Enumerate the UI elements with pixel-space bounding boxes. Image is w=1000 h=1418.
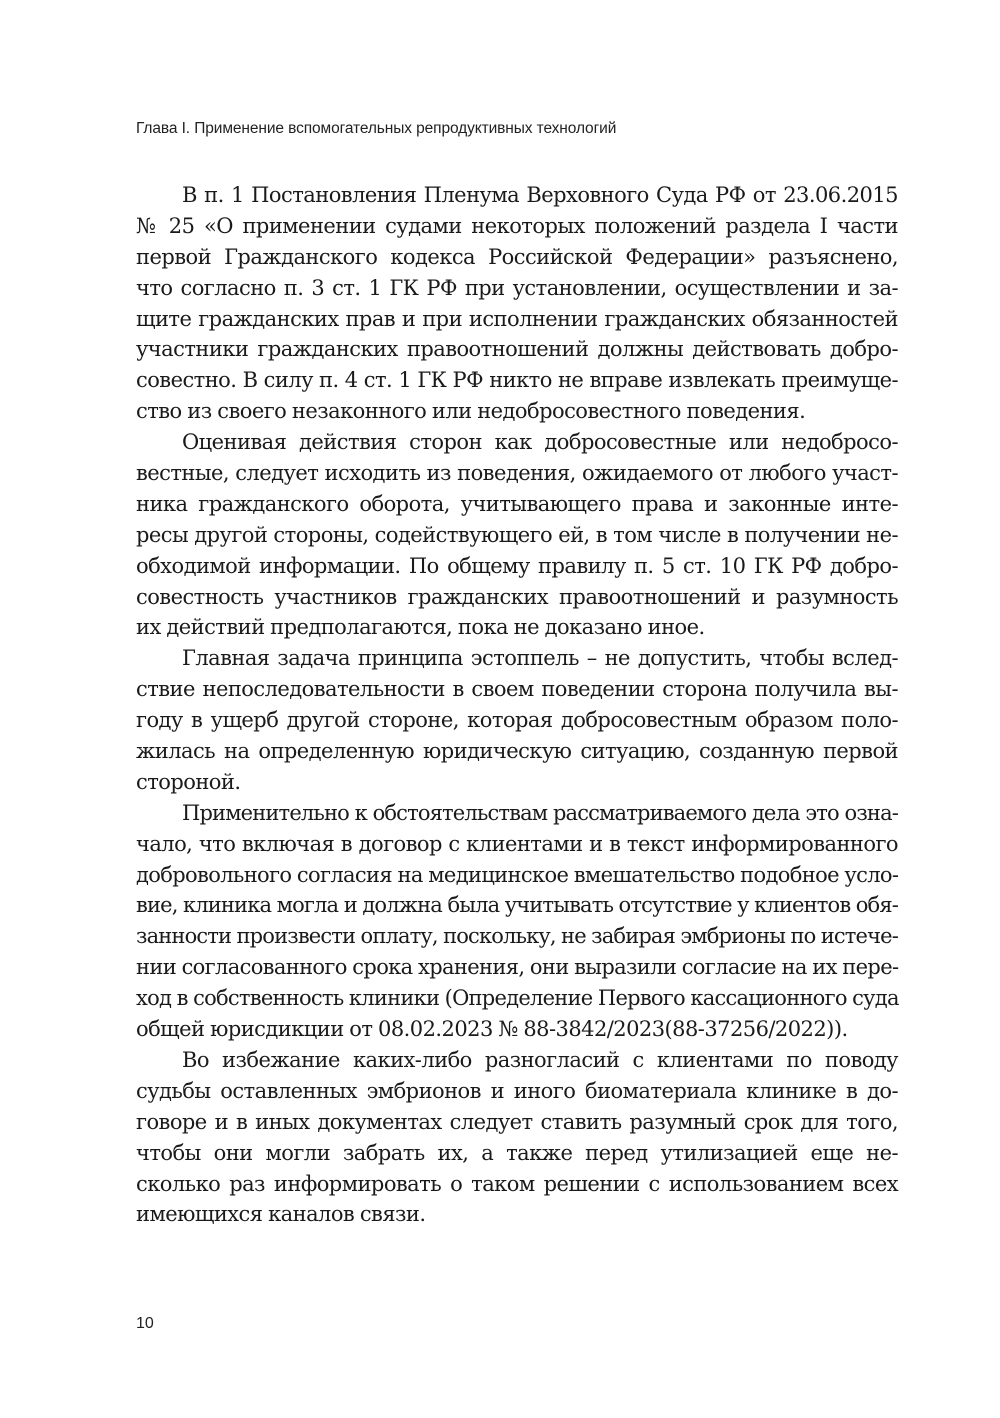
text-line: ход в собственность клиники (Определение Первого кассационного суда <box>136 986 899 1011</box>
text-line: году в ущерб другой стороне, которая добросовестным образом поло- <box>136 708 898 733</box>
text-line: сколько раз информировать о таком решении с использованием всех <box>136 1171 898 1196</box>
text-line: общей юрисдикции от 08.02.2023 № 88-3842/2023(88-37256/2022)). <box>136 1017 848 1042</box>
text-line: В п. 1 Постановления Пленума Верховного Суда РФ от 23.06.2015 <box>182 183 898 207</box>
text-line: ство из своего незаконного или недобросовестного поведения. <box>136 399 806 424</box>
text-line: Во избежание каких-либо разногласий с клиентами по поводу <box>182 1047 898 1072</box>
text-line: Главная задача принципа эстоппель – не допустить, чтобы вслед- <box>182 646 898 671</box>
text-line: первой Гражданского кодекса Российской Федерации» разъяснено, <box>136 244 898 269</box>
text-line: что согласно п. 3 ст. 1 ГК РФ при установлении, осуществлении и за- <box>136 275 898 300</box>
text-line: жилась на определенную юридическую ситуацию, созданную первой <box>136 739 898 764</box>
text-line: нии согласованного срока хранения, они выразили согласие на их пере- <box>136 955 899 980</box>
text-line: ресы другой стороны, содействующего ей, в том числе в получении не- <box>136 522 898 547</box>
text-line: их действий предполагаются, пока не доказано иное. <box>136 615 705 640</box>
paragraph-2 <box>136 427 898 643</box>
text-line: имеющихся каналов связи. <box>136 1202 426 1227</box>
text-line: занности произвести оплату, поскольку, не забирая эмбрионы по истече- <box>136 924 898 949</box>
text-line: совестно. В силу п. 4 ст. 1 ГК РФ никто не вправе извлекать преимуще- <box>136 368 898 393</box>
paragraph-1 <box>136 180 898 427</box>
text-line: судьбы оставленных эмбрионов и иного биоматериала клинике в до- <box>136 1078 898 1103</box>
text-line: стороной. <box>136 769 241 794</box>
text-line: Применительно к обстоятельствам рассматриваемого дела это озна- <box>182 800 898 825</box>
text-line: № 25 «О применении судами некоторых положений раздела I части <box>136 213 898 238</box>
text-line: участники гражданских правоотношений должны действовать добро- <box>136 337 898 362</box>
text-line: чтобы они могли забрать их, а также перед утилизацией еще не- <box>136 1140 898 1165</box>
paragraph-5 <box>136 1045 898 1230</box>
text-line: ствие непоследовательности в своем поведении сторона получила вы- <box>136 677 898 702</box>
running-head: Глава I. Применение вспомогательных репродуктивных технологий <box>136 120 617 137</box>
text-line: добровольного согласия на медицинское вмешательство подобное усло- <box>136 862 899 887</box>
text-line: чало, что включая в договор с клиентами и в текст информированного <box>136 831 898 856</box>
body-text <box>136 180 898 1230</box>
text-line: обходимой информации. По общему правилу п. 5 ст. 10 ГК РФ добро- <box>136 553 898 578</box>
text-line: совестность участников гражданских правоотношений и разумность <box>136 584 898 609</box>
paragraph-4 <box>136 798 898 1045</box>
text-line: Оценивая действия сторон как добросовестные или недобросо- <box>182 430 898 455</box>
paragraph-3 <box>136 643 898 797</box>
page-number: 10 <box>136 1315 154 1332</box>
text-line: говоре и в иных документах следует ставить разумный срок для того, <box>136 1109 898 1134</box>
text-line: вие, клиника могла и должна была учитывать отсутствие у клиентов обя- <box>136 893 898 918</box>
text-line: вестные, следует исходить из поведения, ожидаемого от любого участ- <box>136 461 898 486</box>
text-line: щите гражданских прав и при исполнении гражданских обязанностей <box>136 306 898 331</box>
text-line: ника гражданского оборота, учитывающего права и законные инте- <box>136 491 898 516</box>
